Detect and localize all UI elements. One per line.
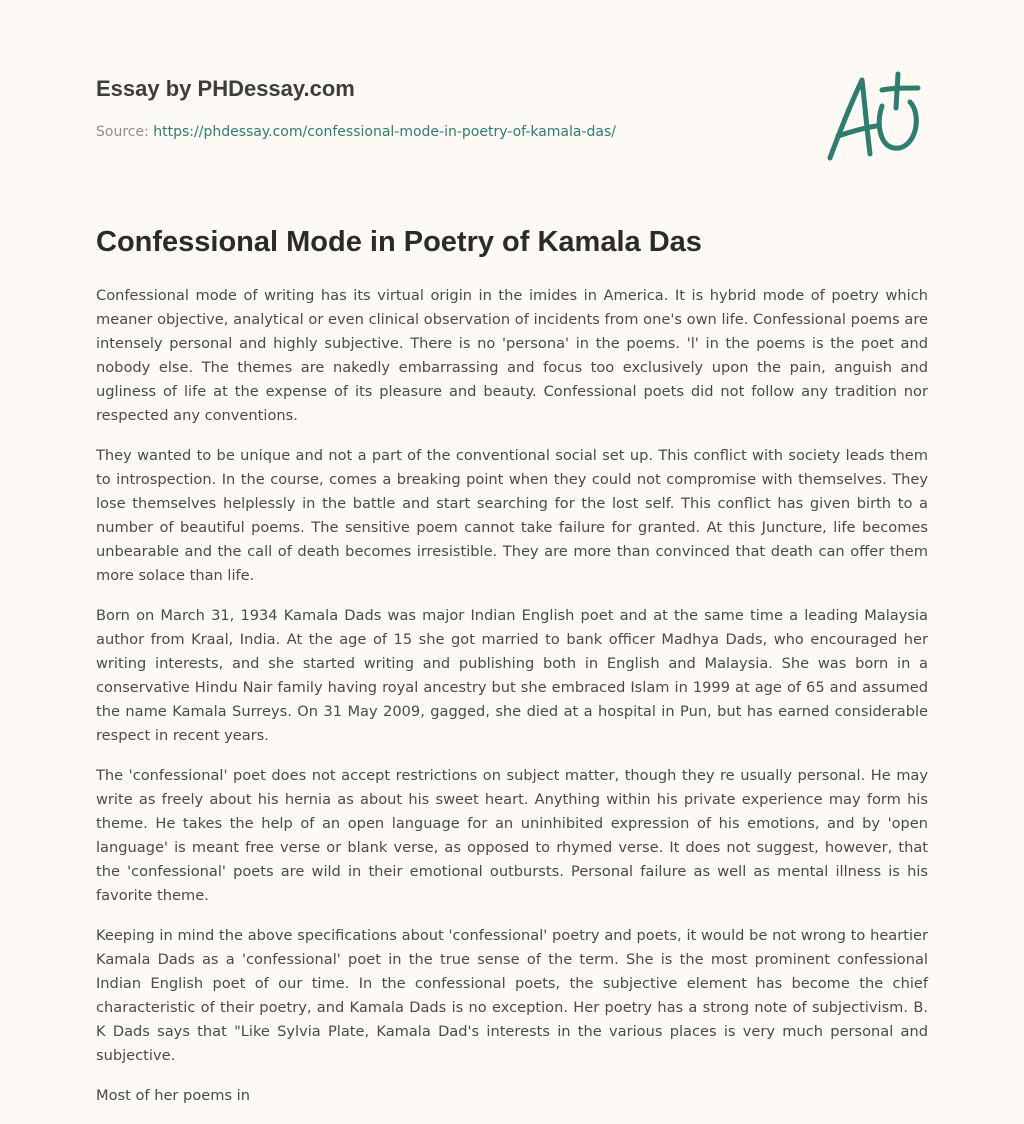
- paragraph: The 'confessional' poet does not accept restrictions on subject matter, though they re usually personal. He may write as freely about his hernia as about his sweet heart. Anything within his private experience may form his theme. He takes the help of an open language for an uninhibited expression of his emotions, and by 'open language' is meant free verse or blank verse, as opposed to rhymed verse. It does not suggest, however, that the 'confessional' poets are wild in their emotional outbursts. Personal failure as well as mental illness is his favorite theme.: [96, 767, 928, 904]
- site-brand: Essay by PHDessay.com: [96, 76, 355, 101]
- article-title: Confessional Mode in Poetry of Kamala Das: [96, 226, 702, 258]
- a-plus-logo-icon: [820, 66, 930, 166]
- source-label: Source:: [96, 124, 154, 140]
- source-line: [96, 124, 616, 140]
- paragraph: They wanted to be unique and not a part of the conventional social set up. This conflict with society leads them to introspection. In the course, comes a breaking point when they could not compromise with themselves. They lose themselves helplessly in the battle and start searching for the lost self. This conflict has given birth to a number of beautiful poems. The sensitive poem cannot take failure for granted. At this Juncture, life becomes unbearable and the call of death becomes irresistible. They are more than convinced that death can offer them more solace than life.: [96, 447, 928, 584]
- article-body: [96, 284, 928, 1124]
- paragraph: Confessional mode of writing has its virtual origin in the imides in America. It is hybrid mode of poetry which meaner objective, analytical or even clinical observation of incidents from one's own life. Confessional poems are intensely personal and highly subjective. There is no 'persona' in the poems. 'l' in the poems is the poet and nobody else. The themes are nakedly embarrassing and focus too exclusively upon the pain, anguish and ugliness of life at the expense of its pleasure and beauty. Confessional poets did not follow any tradition nor respected any conventions.: [96, 287, 928, 424]
- paragraph: Keeping in mind the above specifications about 'confessional' poetry and poets, it would be not wrong to heartier Kamala Dads as a 'confessional' poet in the true sense of the term. She is the most prominent confessional Indian English poet of our time. In the confessional poets, the subjective element has become the chief characteristic of their poetry, and Kamala Dads is no exception. Her poetry has a strong note of subjectivism. B. K Dads says that "Like Sylvia Plate, Kamala Dad's interests in the various places is very much personal and subjective.: [96, 927, 928, 1064]
- paragraph: Most of her poems in: [96, 1087, 250, 1104]
- paragraph: Born on March 31, 1934 Kamala Dads was major Indian English poet and at the same time a leading Malaysia author from Kraal, India. At the age of 15 she got married to bank officer Madhya Dads, who encouraged her writing interests, and she started writing and publishing both in English and Malaysia. She was born in a conservative Hindu Nair family having royal ancestry but she embraced Islam in 1999 at age of 65 and assumed the name Kamala Surreys. On 31 May 2009, gagged, she died at a hospital in Pun, but has earned considerable respect in recent years.: [96, 607, 928, 744]
- source-link[interactable]: https://phdessay.com/confessional-mode-in-poetry-of-kamala-das/: [153, 124, 617, 140]
